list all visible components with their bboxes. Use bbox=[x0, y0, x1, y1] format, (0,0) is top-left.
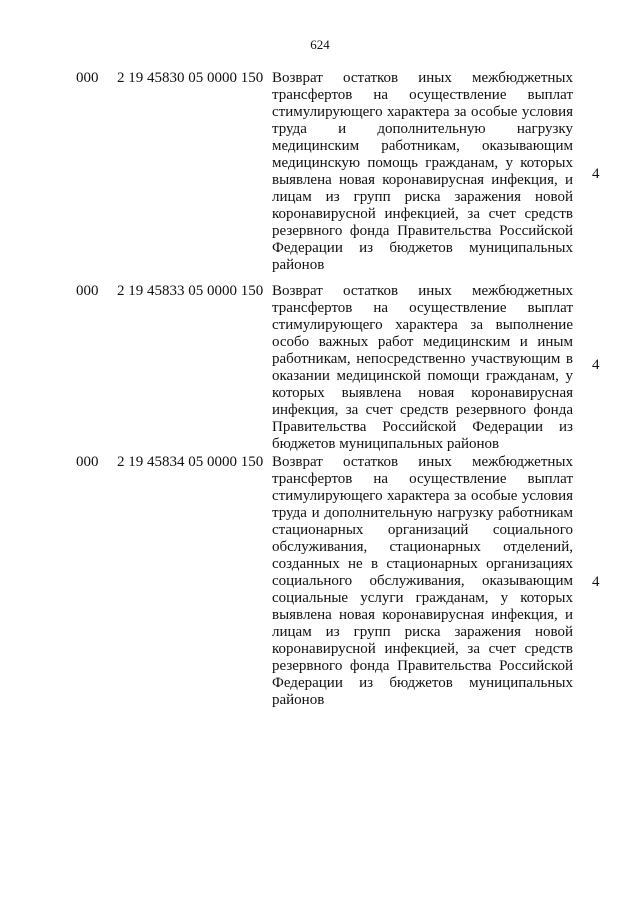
admin-code: 000 bbox=[76, 454, 99, 470]
budget-classification-code: 2 19 45834 05 0000 150 bbox=[117, 454, 264, 470]
row-description: Возврат остатков иных межбюджетных трансфертов на осуществление выплат стимулирующего характера за особые условия труда и дополнительную нагрузку работникам стационарных организаций социального обслуживания, стационарных отделений, созданных не в стационарных организациях социального обслуживания, оказывающим социальные услуги гражданам, у которых выявлена новая коронавирусная инфекция, и лицам из групп риска заражения новой коронавирусной инфекцией, за счет средств резервного фонда Правительства Российской Федерации из бюджетов муниципальных районов bbox=[272, 454, 573, 708]
row-description: Возврат остатков иных межбюджетных трансфертов на осуществление выплат стимулирующего характера за выполнение особо важных работ медицинским и иным работникам, непосредственно участвующим в оказании медицинской помощи гражданам, у которых выявлена новая коронавирусная инфекция, за счет средств резервного фонда Правительства Российской Федерации из бюджетов муниципальных районов bbox=[272, 283, 573, 452]
row-description: Возврат остатков иных межбюджетных трансфертов на осуществление выплат стимулирующего характера за особые условия труда и дополнительную нагрузку медицинским работникам, оказывающим медицинскую помощь гражданам, у которых выявлена новая коронавирусная инфекция, и лицам из групп риска заражения новой коронавирусной инфекцией, за счет средств резервного фонда Правительства Российской Федерации из бюджетов муниципальных районов bbox=[272, 70, 573, 273]
row-amount: 4 bbox=[592, 166, 600, 182]
budget-classification-code: 2 19 45830 05 0000 150 bbox=[117, 70, 264, 86]
admin-code: 000 bbox=[76, 283, 99, 299]
budget-classification-code: 2 19 45833 05 0000 150 bbox=[117, 283, 264, 299]
page-number: 624 bbox=[310, 37, 330, 52]
admin-code: 000 bbox=[76, 70, 99, 86]
row-amount: 4 bbox=[592, 574, 600, 590]
row-amount: 4 bbox=[592, 357, 600, 373]
